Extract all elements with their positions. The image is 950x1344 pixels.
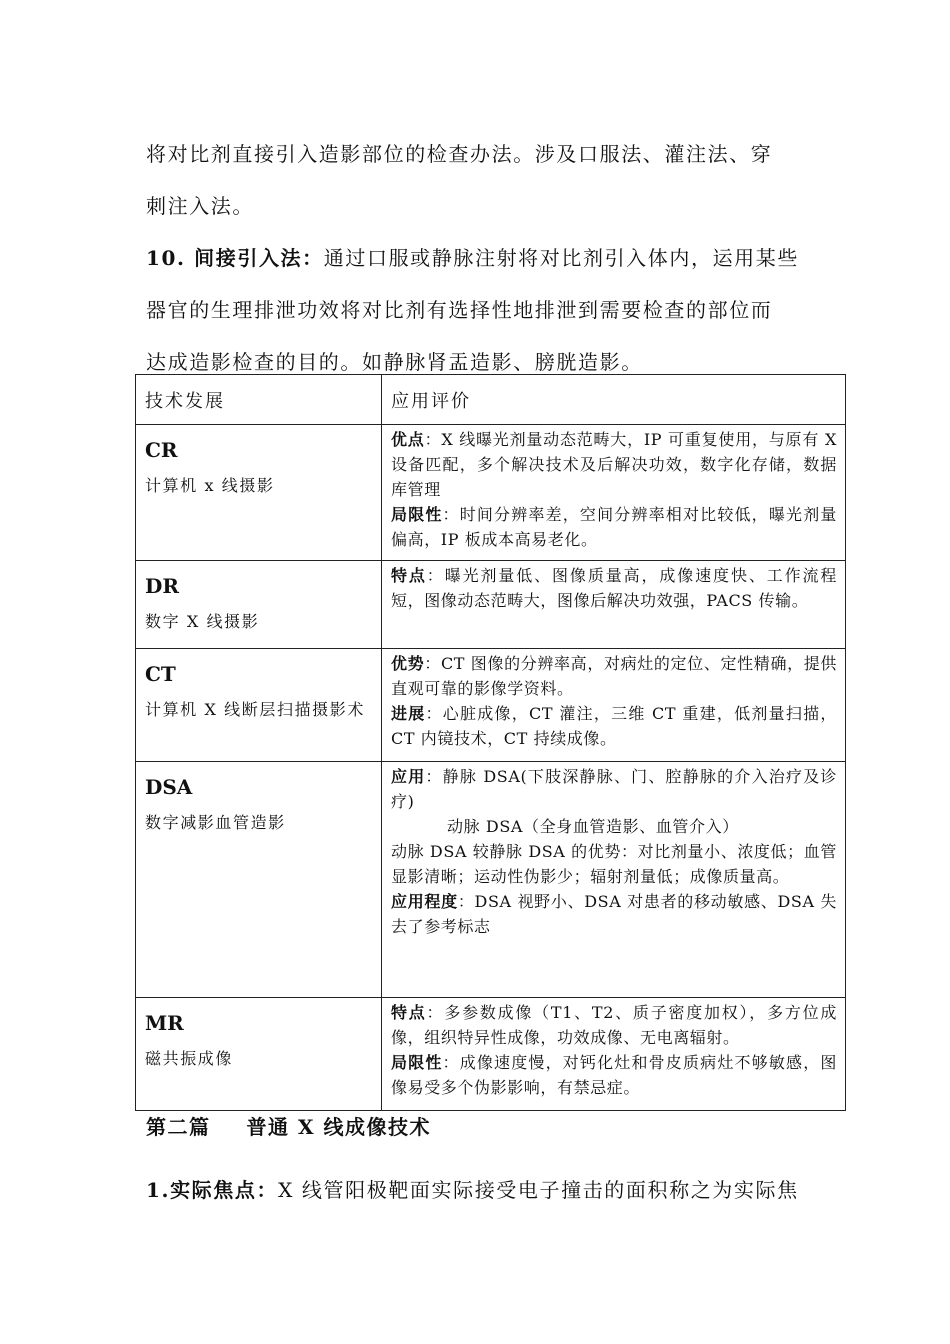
item-1-term: 1.实际焦点： (146, 1178, 279, 1202)
eval-text: ：曝光剂量低、图像质量高，成像速度快、工作流程短，图像动态范畴大，图像后解决功效强，PACS 传输。 (391, 566, 837, 610)
eval-cell (382, 998, 846, 1111)
item-10-term: 10. 间接引入法： (146, 246, 324, 270)
eval-text: ：时间分辨率差，空间分辨率相对比较低，曝光剂量偏高，IP 板成本高易老化。 (391, 505, 837, 549)
tech-full-name: 数字 X 线摄影 (145, 612, 260, 631)
eval-cell (382, 425, 846, 561)
eval-cell (382, 561, 846, 649)
item-1-line-1: X 线管阳极靶面实际接受电子撞击的面积称之为实际焦 (278, 1178, 799, 1202)
section-heading (146, 1108, 431, 1146)
eval-text-advantage: 动脉 DSA 较静脉 DSA 的优势：对比剂量小、浓度低；血管显影清晰；运动性伪影少；辐射剂量低；成像质量高。 (391, 842, 837, 886)
table-row-mr (136, 998, 846, 1111)
tech-cell (136, 998, 382, 1111)
intro-paragraph (146, 128, 826, 232)
eval-text: ：DSA 视野小、DSA 对患者的移动敏感、DSA 失去了参考标志 (391, 892, 837, 936)
eval-text: ：静脉 DSA(下肢深静脉、门、腔静脉的介入治疗及诊疗) (391, 767, 838, 811)
intro-line-2: 刺注入法。 (146, 194, 254, 218)
header-eval: 应用评价 (382, 375, 846, 425)
tech-abbr: CT (145, 662, 176, 686)
eval-label: 优点 (391, 430, 425, 449)
eval-text: ：CT 图像的分辨率高，对病灶的定位、定性精确，提供直观可靠的影像学资料。 (391, 654, 837, 698)
tech-full-name: 磁共振成像 (145, 1049, 234, 1068)
technology-table (135, 374, 846, 1111)
eval-label: 应用 (391, 767, 426, 786)
item-10-line-2: 器官的生理排泄功效将对比剂有选择性地排泄到需要检查的部位而 (146, 298, 773, 322)
table-row-cr (136, 425, 846, 561)
eval-text: ：X 线曝光剂量动态范畴大，IP 可重复使用，与原有 X 设备匹配，多个解决技术及后解决功效，数字化存储，数据库管理 (391, 430, 837, 499)
eval-label: 局限性 (391, 505, 443, 524)
eval-cell (382, 649, 846, 762)
eval-label: 局限性 (391, 1053, 443, 1072)
tech-abbr: CR (145, 438, 178, 462)
tech-cell (136, 425, 382, 561)
item-10-line-1: 通过口服或静脉注射将对比剂引入体内，运用某些 (323, 246, 799, 270)
eval-label: 特点 (391, 1003, 427, 1022)
table-row-ct (136, 649, 846, 762)
eval-label: 应用程度 (391, 892, 458, 911)
tech-abbr: MR (145, 1011, 184, 1035)
eval-text-artery: 动脉 DSA（全身血管造影、血管介入） (447, 817, 739, 836)
eval-cell (382, 762, 846, 998)
item-10-line-3: 达成造影检查的目的。如静脉肾盂造影、膀胱造影。 (146, 350, 643, 374)
tech-cell (136, 649, 382, 762)
table-row-dsa (136, 762, 846, 998)
tech-cell (136, 762, 382, 998)
intro-line-1: 将对比剂直接引入造影部位的检查办法。涉及口服法、灌注法、穿 (146, 142, 773, 166)
eval-text: ：心脏成像，CT 灌注，三维 CT 重建，低剂量扫描，CT 内镜技术，CT 持续成像。 (391, 704, 837, 748)
header-tech: 技术发展 (136, 375, 382, 425)
item-1-paragraph (146, 1164, 826, 1216)
table-row-dr (136, 561, 846, 649)
tech-full-name: 数字减影血管造影 (145, 813, 286, 832)
section-title: 普通 X 线成像技术 (246, 1115, 431, 1139)
table-header-row (136, 375, 846, 425)
eval-label: 特点 (391, 566, 427, 585)
tech-full-name: 计算机 X 线断层扫描摄影术 (145, 700, 365, 719)
tech-abbr: DR (145, 574, 179, 598)
item-10-paragraph (146, 232, 826, 388)
section-number: 第二篇 (146, 1115, 211, 1139)
tech-abbr: DSA (145, 775, 193, 799)
eval-text: ：多参数成像（T1、T2、质子密度加权），多方位成像，组织特异性成像，功效成像、无电离辐射。 (391, 1003, 837, 1047)
eval-text: ：成像速度慢，对钙化灶和骨皮质病灶不够敏感，图像易受多个伪影影响，有禁忌症。 (391, 1053, 837, 1097)
eval-label: 进展 (391, 704, 426, 723)
tech-cell (136, 561, 382, 649)
tech-full-name: 计算机 x 线摄影 (145, 476, 275, 495)
eval-label: 优势 (391, 654, 425, 673)
